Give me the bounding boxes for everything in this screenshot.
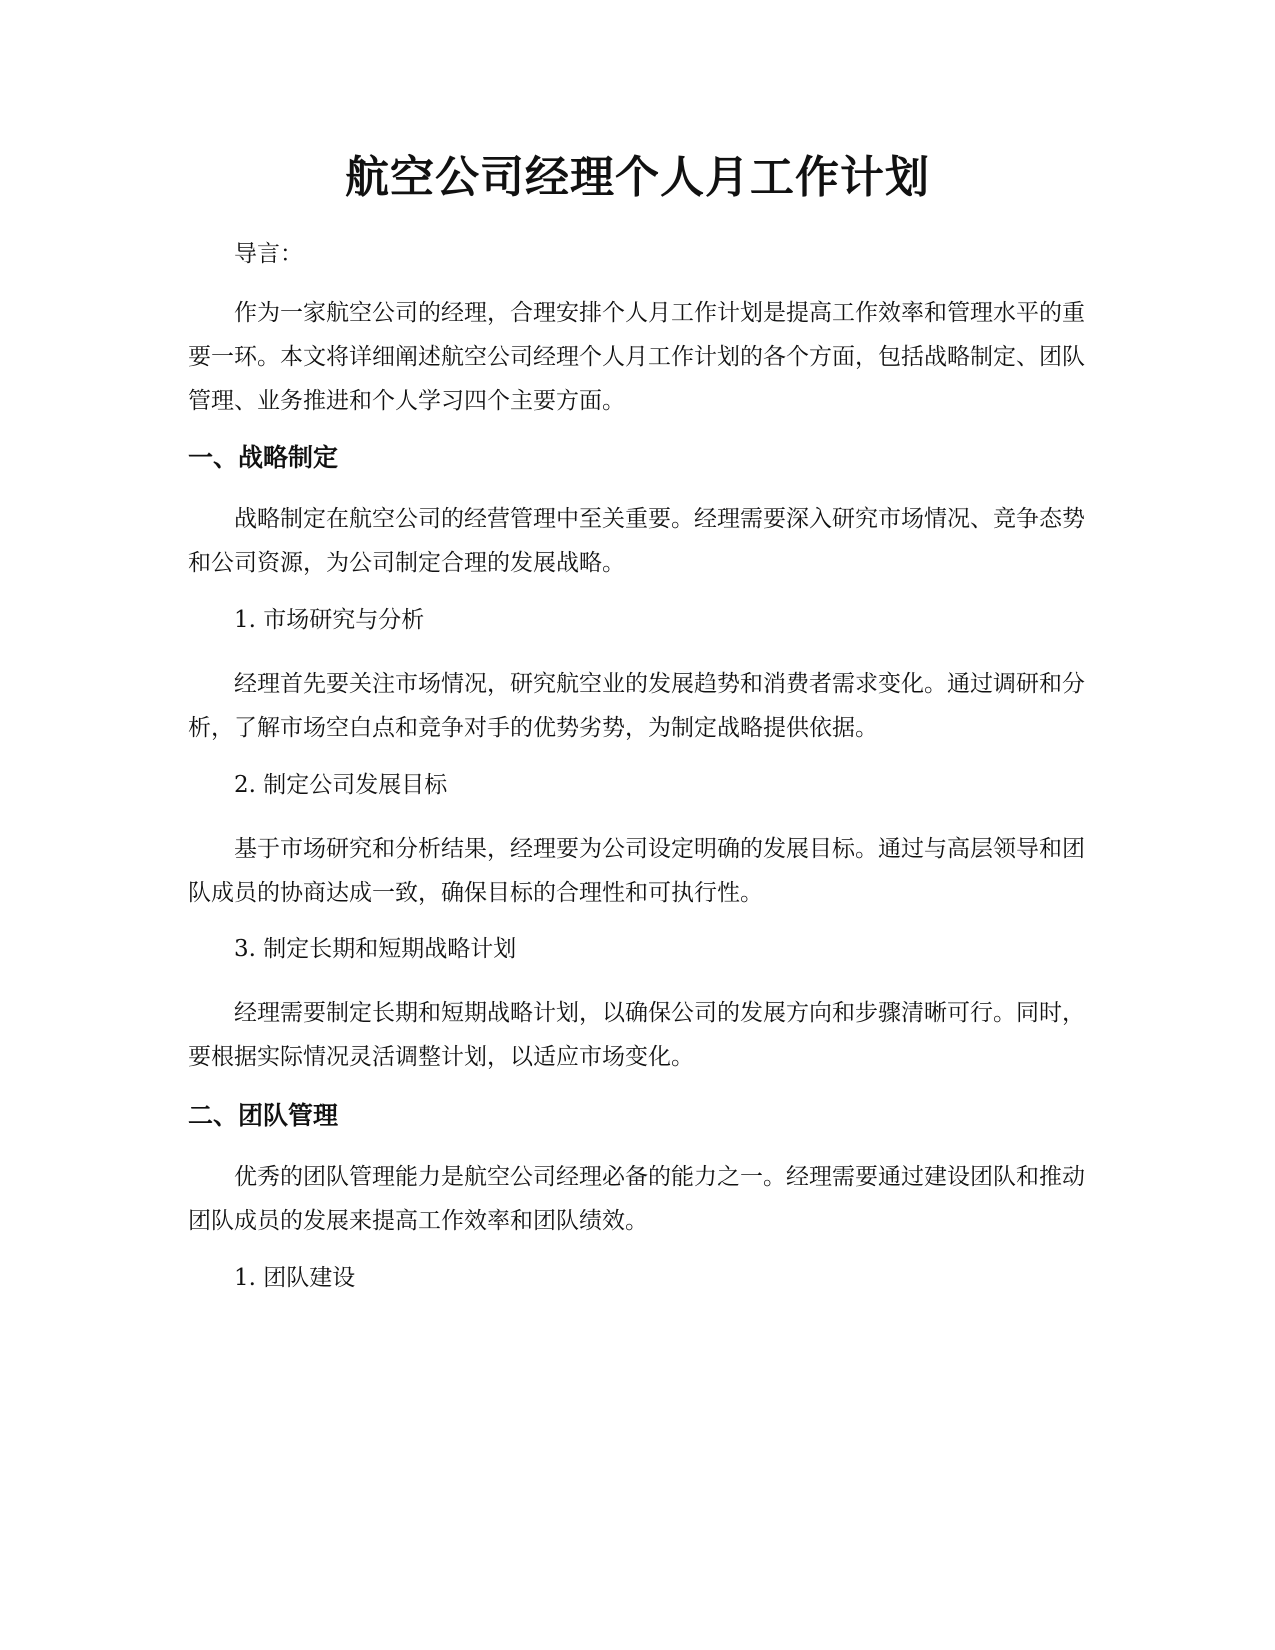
subsection-title-strategic-plans: 3. 制定长期和短期战略计划 xyxy=(234,936,517,962)
document-title: 航空公司经理个人月工作计划 xyxy=(345,152,930,203)
intro-label: 导言： xyxy=(234,241,303,267)
subsection-text-company-goals: 基于市场研究和分析结果，经理要为公司设定明确的发展目标。通过与高层领导和团队成员的协商达成一致，确保目标的合理性和可执行性。 xyxy=(188,836,1085,906)
section-paragraph-strategy: 战略制定在航空公司的经营管理中至关重要。经理需要深入研究市场情况、竞争态势和公司资源，为公司制定合理的发展战略。 xyxy=(188,506,1085,576)
subsection-title-team-building: 1. 团队建设 xyxy=(234,1265,356,1291)
subsection-title-company-goals: 2. 制定公司发展目标 xyxy=(234,772,448,798)
section-paragraph-team: 优秀的团队管理能力是航空公司经理必备的能力之一。经理需要通过建设团队和推动团队成员的发展来提高工作效率和团队绩效。 xyxy=(188,1164,1085,1234)
subsection-text-market-research: 经理首先要关注市场情况，研究航空业的发展趋势和消费者需求变化。通过调研和分析，了解市场空白点和竞争对手的优势劣势，为制定战略提供依据。 xyxy=(188,671,1085,741)
section-heading-team: 二、团队管理 xyxy=(188,1101,339,1130)
subsection-title-market-research: 1. 市场研究与分析 xyxy=(234,607,425,633)
subsection-text-strategic-plans: 经理需要制定长期和短期战略计划，以确保公司的发展方向和步骤清晰可行。同时，要根据实际情况灵活调整计划，以适应市场变化。 xyxy=(188,1000,1085,1070)
intro-paragraph: 作为一家航空公司的经理，合理安排个人月工作计划是提高工作效率和管理水平的重要一环。本文将详细阐述航空公司经理个人月工作计划的各个方面，包括战略制定、团队管理、业务推进和个人学习四个主要方面。 xyxy=(188,300,1085,414)
section-heading-strategy: 一、战略制定 xyxy=(188,443,339,472)
